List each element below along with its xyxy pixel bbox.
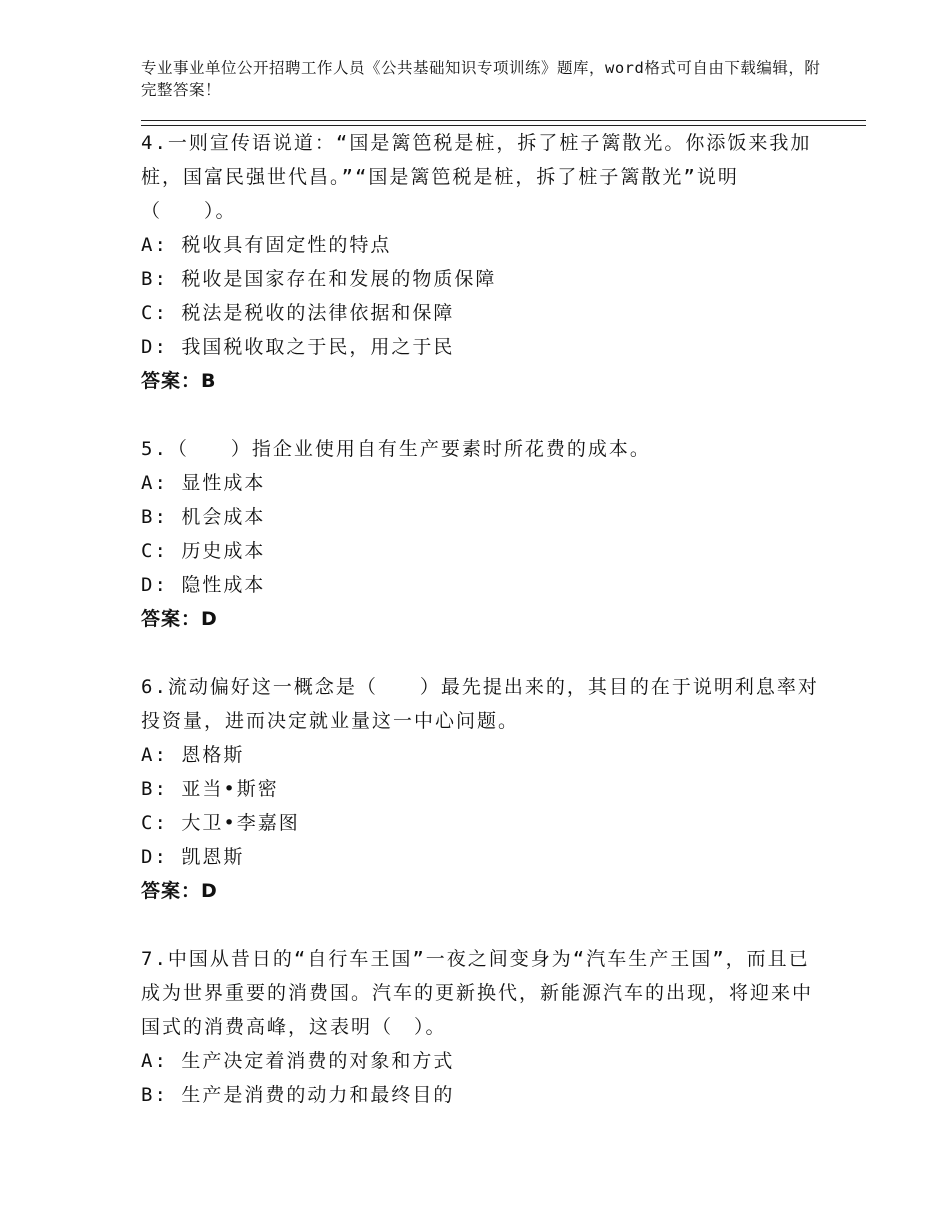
question-5	[141, 432, 821, 636]
question-list	[141, 126, 821, 1112]
option-a: A: 生产决定着消费的对象和方式	[141, 1050, 455, 1072]
document-header: 专业事业单位公开招聘工作人员《公共基础知识专项训练》题库，word格式可自由下载编辑，附完整答案！	[141, 59, 821, 99]
option-d: D: 我国税收取之于民，用之于民	[141, 336, 455, 358]
question-text: 5.（ ）指企业使用自有生产要素时所花费的成本。	[141, 438, 651, 460]
option-a: A: 显性成本	[141, 472, 266, 494]
answer: 答案：D	[141, 608, 218, 630]
option-c: C: 历史成本	[141, 540, 266, 562]
question-text: 6.流动偏好这一概念是（ ）最先提出来的，其目的在于说明利息率对投资量，进而决定就业量这一中心问题。	[141, 676, 819, 732]
question-text: 7.中国从昔日的“自行车王国”一夜之间变身为“汽车生产王国”，而且已成为世界重要的消费国。汽车的更新换代，新能源汽车的出现，将迎来中国式的消费高峰，这表明（ ）。	[141, 948, 814, 1038]
option-b: B: 生产是消费的动力和最终目的	[141, 1084, 455, 1106]
option-c: C: 税法是税收的法律依据和保障	[141, 302, 455, 324]
option-a: A: 恩格斯	[141, 744, 245, 766]
option-b: B: 税收是国家存在和发展的物质保障	[141, 268, 497, 290]
question-4	[141, 126, 821, 398]
question-text: 4.一则宣传语说道：“国是篱笆税是桩，拆了桩子篱散光。你添饭来我加桩，国富民强世代昌。”“国是篱笆税是桩，拆了桩子篱散光”说明（ ）。	[141, 132, 812, 222]
option-a: A: 税收具有固定性的特点	[141, 234, 392, 256]
option-b: B: 机会成本	[141, 506, 266, 528]
option-d: D: 隐性成本	[141, 574, 266, 596]
option-b: B: 亚当•斯密	[141, 778, 279, 800]
option-d: D: 凯恩斯	[141, 846, 245, 868]
option-c: C: 大卫•李嘉图	[141, 812, 300, 834]
answer: 答案：D	[141, 880, 218, 902]
answer: 答案：B	[141, 370, 217, 392]
question-6	[141, 670, 821, 908]
question-7	[141, 942, 821, 1112]
